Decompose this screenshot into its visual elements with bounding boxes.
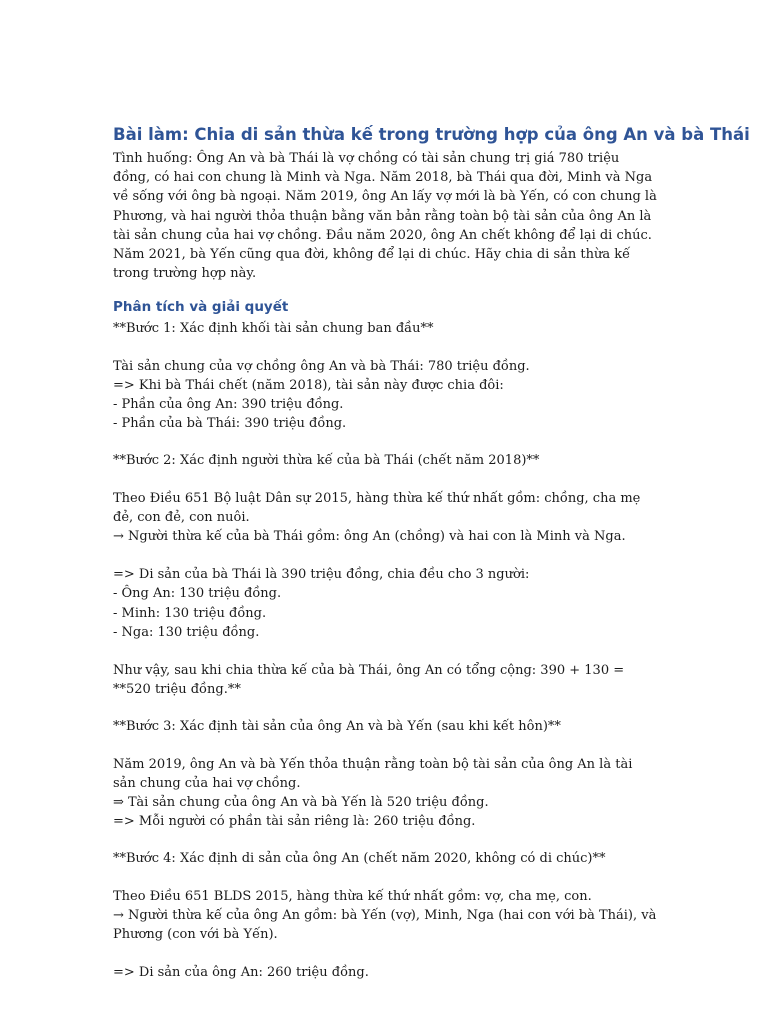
step3-block	[113, 793, 658, 831]
step4-law-text: Theo Điều 651 BLDS 2015, hàng thừa kế thứ nhất gồm: vợ, cha mẹ, con.	[113, 888, 592, 904]
step1-line: => Khi bà Thái chết (năm 2018), tài sản này được chia đôi:	[113, 377, 504, 393]
step1-line: - Phần của ông An: 390 triệu đồng.	[113, 397, 344, 413]
step4-estate: => Di sản của ông An: 260 triệu đồng.	[113, 965, 369, 981]
step3-text: Năm 2019, ông An và bà Yến thỏa thuận rằng toàn bộ tài sản của ông An là tài sản chung của hai vợ chồng.	[113, 756, 633, 791]
step2-division-block	[113, 565, 658, 642]
step2-division-line: - Ông An: 130 triệu đồng.	[113, 586, 282, 602]
document-body	[113, 124, 750, 983]
step2-summary: Như vậy, sau khi chia thừa kế của bà Thái, ông An có tổng cộng: 390 + 130 = **520 triệu đồng.**	[113, 663, 625, 698]
step3-line: ⇒ Tài sản chung của ông An và bà Yến là 520 triệu đồng.	[113, 795, 489, 811]
step2-division-line: => Di sản của bà Thái là 390 triệu đồng, chia đều cho 3 người:	[113, 567, 530, 583]
section-heading: Phân tích và giải quyết	[113, 299, 289, 316]
step1-block	[113, 357, 658, 434]
step2-heading: **Bước 2: Xác định người thừa kế của bà Thái (chết năm 2018)**	[113, 453, 540, 469]
document-title: Bài làm: Chia di sản thừa kế trong trường hợp của ông An và bà Thái	[113, 125, 750, 144]
step3-line: => Mỗi người có phần tài sản riêng là: 260 triệu đồng.	[113, 814, 476, 830]
step1-line: - Phần của bà Thái: 390 triệu đồng.	[113, 416, 347, 432]
step2-division-line: - Nga: 130 triệu đồng.	[113, 624, 260, 640]
step2-law-text: Theo Điều 651 Bộ luật Dân sự 2015, hàng thừa kế thứ nhất gồm: chồng, cha mẹ đẻ, con đẻ, con nuôi.	[113, 490, 641, 525]
step2-heirs: → Người thừa kế của bà Thái gồm: ông An (chồng) và hai con là Minh và Nga.	[113, 529, 626, 545]
step4-heirs: → Người thừa kế của ông An gồm: bà Yến (vợ), Minh, Nga (hai con với bà Thái), và Phương (con với bà Yến).	[113, 907, 657, 943]
intro-paragraph: Tình huống: Ông An và bà Thái là vợ chồng có tài sản chung trị giá 780 triệu đồng, có hai con chung là Minh và Nga. Năm 2018, bà Thái qua đời, Minh và Nga về sống với ông bà ngoại. Năm 2019, ông An lấy vợ mới là bà Yến, có con chung là Phương, và hai người thỏa thuận bằng văn bản rằng toàn bộ tài sản của ông An là tài sản chung của hai vợ chồng. Đầu năm 2020, ông An chết không để lại di chúc. Năm 2021, bà Yến cũng qua đời, không để lại di chúc. Hãy chia di sản thừa kế trong trường hợp này.	[113, 151, 657, 282]
step3-heading: **Bước 3: Xác định tài sản của ông An và bà Yến (sau khi kết hôn)**	[113, 719, 561, 735]
step1-line: Tài sản chung của vợ chồng ông An và bà Thái: 780 triệu đồng.	[113, 358, 530, 374]
step4-heading: **Bước 4: Xác định di sản của ông An (chết năm 2020, không có di chúc)**	[113, 851, 606, 867]
step2-division-line: - Minh: 130 triệu đồng.	[113, 605, 267, 621]
step1-heading: **Bước 1: Xác định khối tài sản chung ban đầu**	[113, 321, 434, 337]
